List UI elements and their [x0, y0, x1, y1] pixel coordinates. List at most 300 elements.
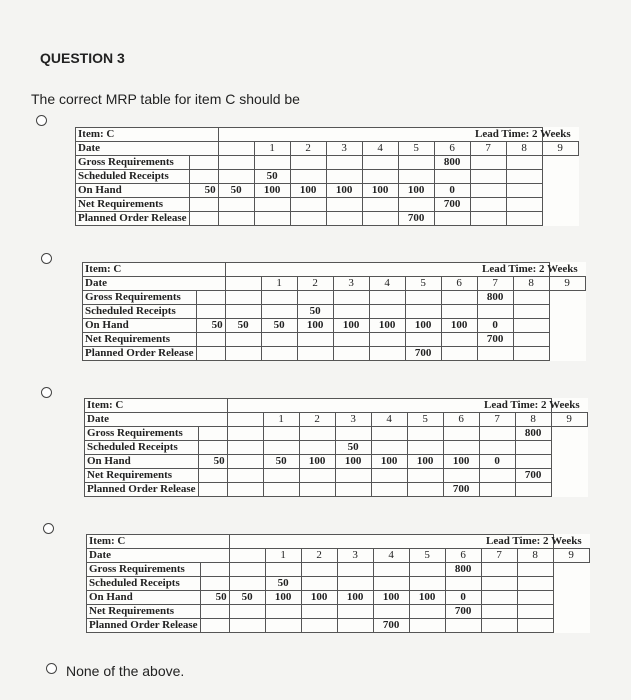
scheduled-cell	[369, 305, 405, 319]
on_hand-initial: 50	[189, 184, 218, 198]
por-row	[76, 212, 579, 226]
gross-cell: 800	[434, 156, 470, 170]
por-label: Planned Order Release	[87, 619, 201, 633]
period-1: 1	[261, 277, 297, 291]
net-cell	[441, 333, 477, 347]
date-label: Date	[85, 413, 228, 427]
on_hand-cell: 100	[301, 591, 337, 605]
gross-cell: 800	[515, 427, 551, 441]
scheduled-cell	[227, 441, 263, 455]
scheduled-cell	[218, 170, 254, 184]
on_hand-cell: 100	[373, 591, 409, 605]
on_hand-cell	[513, 319, 549, 333]
gross-cell	[301, 563, 337, 577]
on_hand-cell: 100	[299, 455, 335, 469]
scheduled-label: Scheduled Receipts	[87, 577, 201, 591]
none-of-the-above-label: None of the above.	[66, 663, 185, 679]
scheduled-row	[83, 305, 586, 319]
question-title: QUESTION 3	[40, 50, 125, 66]
gross-cell	[229, 563, 265, 577]
net-cell	[254, 198, 290, 212]
gross-label: Gross Requirements	[85, 427, 199, 441]
on_hand-initial: 50	[198, 455, 227, 469]
gross-cell	[517, 563, 553, 577]
gross-cell	[405, 291, 441, 305]
scheduled-cell	[301, 577, 337, 591]
period-2: 2	[301, 549, 337, 563]
scheduled-cell	[398, 170, 434, 184]
scheduled-initial	[189, 170, 218, 184]
gross-row	[83, 291, 586, 305]
por-label: Planned Order Release	[85, 483, 199, 497]
net-cell	[405, 333, 441, 347]
scheduled-cell	[333, 305, 369, 319]
por-cell	[227, 483, 263, 497]
date-row	[83, 277, 586, 291]
scheduled-cell	[225, 305, 261, 319]
net-cell	[261, 333, 297, 347]
net-cell	[333, 333, 369, 347]
gross-cell	[407, 427, 443, 441]
por-row	[83, 347, 586, 361]
date-cell-0	[225, 277, 261, 291]
por-cell	[225, 347, 261, 361]
date-cell-0	[218, 142, 254, 156]
por-cell	[265, 619, 301, 633]
por-cell	[263, 483, 299, 497]
scheduled-initial	[196, 305, 225, 319]
gross-cell	[506, 156, 542, 170]
net-label: Net Requirements	[83, 333, 197, 347]
period-8: 8	[515, 413, 551, 427]
por-row	[85, 483, 588, 497]
period-2: 2	[297, 277, 333, 291]
on_hand-cell: 100	[337, 591, 373, 605]
por-cell	[409, 619, 445, 633]
scheduled-cell	[261, 305, 297, 319]
item-label: Item: C	[87, 535, 230, 549]
on_hand-cell	[515, 455, 551, 469]
mrp-table-option-2	[82, 262, 586, 361]
gross-cell	[326, 156, 362, 170]
scheduled-cell	[470, 170, 506, 184]
net-cell	[479, 469, 515, 483]
gross-initial	[198, 427, 227, 441]
date-label: Date	[87, 549, 230, 563]
mrp-table-option-3	[84, 398, 588, 497]
on_hand-cell: 50	[225, 319, 261, 333]
gross-cell	[261, 291, 297, 305]
lead-time-label: Lead Time: 2 Weeks	[484, 399, 580, 411]
net-cell	[373, 605, 409, 619]
on_hand-label: On Hand	[76, 184, 190, 198]
por-cell	[513, 347, 549, 361]
on_hand-cell: 100	[443, 455, 479, 469]
scheduled-row	[85, 441, 588, 455]
on_hand-cell: 100	[290, 184, 326, 198]
period-5: 5	[409, 549, 445, 563]
period-7: 7	[470, 142, 506, 156]
scheduled-cell	[371, 441, 407, 455]
net-cell	[263, 469, 299, 483]
period-3: 3	[333, 277, 369, 291]
por-initial	[189, 212, 218, 226]
net-cell	[229, 605, 265, 619]
por-cell	[254, 212, 290, 226]
scheduled-cell	[337, 577, 373, 591]
gross-cell	[263, 427, 299, 441]
date-row	[76, 142, 579, 156]
scheduled-cell	[515, 441, 551, 455]
net-label: Net Requirements	[87, 605, 201, 619]
net-initial	[198, 469, 227, 483]
on_hand-cell	[481, 591, 517, 605]
gross-cell	[297, 291, 333, 305]
gross-cell	[290, 156, 326, 170]
period-6: 6	[443, 413, 479, 427]
scheduled-label: Scheduled Receipts	[85, 441, 199, 455]
scheduled-cell: 50	[265, 577, 301, 591]
gross-initial	[196, 291, 225, 305]
item-label: Item: C	[85, 399, 228, 413]
gross-cell	[373, 563, 409, 577]
scheduled-cell	[290, 170, 326, 184]
gross-cell	[227, 427, 263, 441]
por-cell	[218, 212, 254, 226]
net-cell	[407, 469, 443, 483]
lead-time-label: Lead Time: 2 Weeks	[475, 128, 571, 140]
por-cell	[299, 483, 335, 497]
gross-cell	[513, 291, 549, 305]
gross-cell	[441, 291, 477, 305]
on_hand-cell: 100	[398, 184, 434, 198]
scheduled-cell	[373, 577, 409, 591]
scheduled-cell	[481, 577, 517, 591]
net-cell	[335, 469, 371, 483]
gross-row	[76, 156, 579, 170]
period-6: 6	[445, 549, 481, 563]
on_hand-cell: 100	[297, 319, 333, 333]
period-8: 8	[517, 549, 553, 563]
option-2-radio[interactable]	[41, 253, 52, 264]
scheduled-cell	[229, 577, 265, 591]
por-initial	[196, 347, 225, 361]
por-cell: 700	[398, 212, 434, 226]
scheduled-row	[87, 577, 590, 591]
on_hand-cell: 100	[326, 184, 362, 198]
por-cell: 700	[373, 619, 409, 633]
gross-cell	[299, 427, 335, 441]
on_hand-cell: 100	[265, 591, 301, 605]
net-label: Net Requirements	[85, 469, 199, 483]
mrp-table-option-4	[86, 534, 590, 633]
scheduled-cell	[506, 170, 542, 184]
por-cell	[517, 619, 553, 633]
por-cell	[515, 483, 551, 497]
net-cell	[398, 198, 434, 212]
on_hand-cell: 100	[407, 455, 443, 469]
gross-cell	[362, 156, 398, 170]
scheduled-cell	[477, 305, 513, 319]
period-4: 4	[369, 277, 405, 291]
period-5: 5	[407, 413, 443, 427]
on_hand-cell: 100	[441, 319, 477, 333]
scheduled-label: Scheduled Receipts	[76, 170, 190, 184]
date-cell-0	[229, 549, 265, 563]
por-label: Planned Order Release	[83, 347, 197, 361]
period-9: 9	[542, 142, 578, 156]
por-cell	[506, 212, 542, 226]
option-none-radio[interactable]	[46, 663, 57, 674]
net-cell	[337, 605, 373, 619]
por-cell	[290, 212, 326, 226]
period-5: 5	[398, 142, 434, 156]
on_hand-cell: 0	[445, 591, 481, 605]
net-label: Net Requirements	[76, 198, 190, 212]
on_hand-row	[76, 184, 579, 198]
lead-time-label: Lead Time: 2 Weeks	[482, 263, 578, 275]
on_hand-cell: 0	[434, 184, 470, 198]
scheduled-cell	[445, 577, 481, 591]
on_hand-cell	[506, 184, 542, 198]
net-initial	[200, 605, 229, 619]
on_hand-cell: 0	[477, 319, 513, 333]
net-row	[76, 198, 579, 212]
net-cell	[481, 605, 517, 619]
on_hand-cell: 100	[405, 319, 441, 333]
net-cell: 700	[445, 605, 481, 619]
scheduled-cell: 50	[297, 305, 333, 319]
on_hand-row	[87, 591, 590, 605]
on_hand-initial: 50	[196, 319, 225, 333]
on_hand-cell: 0	[479, 455, 515, 469]
mrp-table-option-1	[75, 127, 579, 226]
scheduled-cell	[441, 305, 477, 319]
net-cell	[517, 605, 553, 619]
period-9: 9	[551, 413, 587, 427]
por-cell	[441, 347, 477, 361]
date-label: Date	[83, 277, 226, 291]
lead-time-label: Lead Time: 2 Weeks	[486, 535, 582, 547]
net-cell	[265, 605, 301, 619]
net-cell	[227, 469, 263, 483]
period-5: 5	[405, 277, 441, 291]
scheduled-row	[76, 170, 579, 184]
on_hand-label: On Hand	[87, 591, 201, 605]
period-1: 1	[263, 413, 299, 427]
on_hand-cell: 100	[369, 319, 405, 333]
por-cell	[407, 483, 443, 497]
gross-label: Gross Requirements	[76, 156, 190, 170]
period-3: 3	[335, 413, 371, 427]
question-text: The correct MRP table for item C should be	[31, 91, 300, 107]
scheduled-cell: 50	[254, 170, 290, 184]
period-9: 9	[553, 549, 589, 563]
net-cell	[443, 469, 479, 483]
scheduled-cell	[407, 441, 443, 455]
gross-cell	[225, 291, 261, 305]
gross-cell	[254, 156, 290, 170]
period-6: 6	[434, 142, 470, 156]
on_hand-cell: 100	[409, 591, 445, 605]
date-row	[87, 549, 590, 563]
por-cell	[333, 347, 369, 361]
on_hand-cell: 100	[371, 455, 407, 469]
on_hand-row	[85, 455, 588, 469]
scheduled-cell	[362, 170, 398, 184]
net-cell: 700	[477, 333, 513, 347]
on_hand-cell: 50	[229, 591, 265, 605]
gross-cell	[481, 563, 517, 577]
on_hand-cell: 100	[362, 184, 398, 198]
option-1-radio[interactable]	[36, 115, 47, 126]
por-cell	[337, 619, 373, 633]
gross-cell	[265, 563, 301, 577]
option-4-radio[interactable]	[43, 523, 54, 534]
scheduled-cell	[434, 170, 470, 184]
por-cell	[477, 347, 513, 361]
on_hand-cell: 100	[254, 184, 290, 198]
gross-row	[85, 427, 588, 441]
por-initial	[198, 483, 227, 497]
period-8: 8	[513, 277, 549, 291]
gross-cell: 800	[477, 291, 513, 305]
on_hand-cell: 100	[333, 319, 369, 333]
por-row	[87, 619, 590, 633]
gross-cell	[335, 427, 371, 441]
por-cell	[326, 212, 362, 226]
on_hand-row	[83, 319, 586, 333]
period-3: 3	[337, 549, 373, 563]
option-3-radio[interactable]	[41, 387, 52, 398]
on_hand-label: On Hand	[85, 455, 199, 469]
net-row	[87, 605, 590, 619]
date-cell-0	[227, 413, 263, 427]
net-cell	[225, 333, 261, 347]
scheduled-cell	[326, 170, 362, 184]
period-9: 9	[549, 277, 585, 291]
scheduled-cell	[263, 441, 299, 455]
net-cell: 700	[434, 198, 470, 212]
date-label: Date	[76, 142, 219, 156]
item-label: Item: C	[76, 128, 219, 142]
net-cell	[290, 198, 326, 212]
on_hand-label: On Hand	[83, 319, 197, 333]
por-cell	[261, 347, 297, 361]
por-cell	[297, 347, 333, 361]
por-cell	[369, 347, 405, 361]
period-3: 3	[326, 142, 362, 156]
period-2: 2	[299, 413, 335, 427]
gross-initial	[189, 156, 218, 170]
por-cell	[481, 619, 517, 633]
scheduled-cell	[299, 441, 335, 455]
por-cell	[371, 483, 407, 497]
scheduled-cell	[443, 441, 479, 455]
period-1: 1	[265, 549, 301, 563]
on_hand-cell: 50	[261, 319, 297, 333]
por-cell	[301, 619, 337, 633]
gross-cell	[470, 156, 506, 170]
por-cell	[229, 619, 265, 633]
period-8: 8	[506, 142, 542, 156]
gross-cell	[218, 156, 254, 170]
net-cell	[409, 605, 445, 619]
on_hand-initial: 50	[200, 591, 229, 605]
on_hand-cell: 50	[263, 455, 299, 469]
net-initial	[189, 198, 218, 212]
net-initial	[196, 333, 225, 347]
por-cell	[479, 483, 515, 497]
net-cell: 700	[515, 469, 551, 483]
gross-cell	[369, 291, 405, 305]
period-7: 7	[477, 277, 513, 291]
on_hand-cell: 100	[335, 455, 371, 469]
por-cell	[362, 212, 398, 226]
item-label: Item: C	[83, 263, 226, 277]
net-cell	[513, 333, 549, 347]
net-cell	[506, 198, 542, 212]
net-cell	[297, 333, 333, 347]
scheduled-initial	[198, 441, 227, 455]
gross-cell	[398, 156, 434, 170]
period-2: 2	[290, 142, 326, 156]
period-4: 4	[362, 142, 398, 156]
por-cell	[434, 212, 470, 226]
gross-cell	[409, 563, 445, 577]
date-row	[85, 413, 588, 427]
on_hand-cell	[517, 591, 553, 605]
on_hand-cell	[227, 455, 263, 469]
por-cell	[470, 212, 506, 226]
period-4: 4	[371, 413, 407, 427]
period-7: 7	[481, 549, 517, 563]
period-7: 7	[479, 413, 515, 427]
por-label: Planned Order Release	[76, 212, 190, 226]
scheduled-label: Scheduled Receipts	[83, 305, 197, 319]
net-cell	[362, 198, 398, 212]
scheduled-initial	[200, 577, 229, 591]
period-6: 6	[441, 277, 477, 291]
period-1: 1	[254, 142, 290, 156]
on_hand-cell	[470, 184, 506, 198]
por-cell	[335, 483, 371, 497]
scheduled-cell	[409, 577, 445, 591]
gross-cell	[443, 427, 479, 441]
net-cell	[369, 333, 405, 347]
gross-row	[87, 563, 590, 577]
scheduled-cell	[513, 305, 549, 319]
on_hand-cell: 50	[218, 184, 254, 198]
scheduled-cell	[479, 441, 515, 455]
gross-cell	[337, 563, 373, 577]
por-cell	[445, 619, 481, 633]
por-cell: 700	[443, 483, 479, 497]
net-row	[83, 333, 586, 347]
gross-cell	[333, 291, 369, 305]
por-cell: 700	[405, 347, 441, 361]
net-cell	[371, 469, 407, 483]
gross-cell: 800	[445, 563, 481, 577]
gross-cell	[371, 427, 407, 441]
scheduled-cell	[517, 577, 553, 591]
net-cell	[299, 469, 335, 483]
net-cell	[301, 605, 337, 619]
scheduled-cell: 50	[335, 441, 371, 455]
net-row	[85, 469, 588, 483]
gross-label: Gross Requirements	[83, 291, 197, 305]
net-cell	[470, 198, 506, 212]
